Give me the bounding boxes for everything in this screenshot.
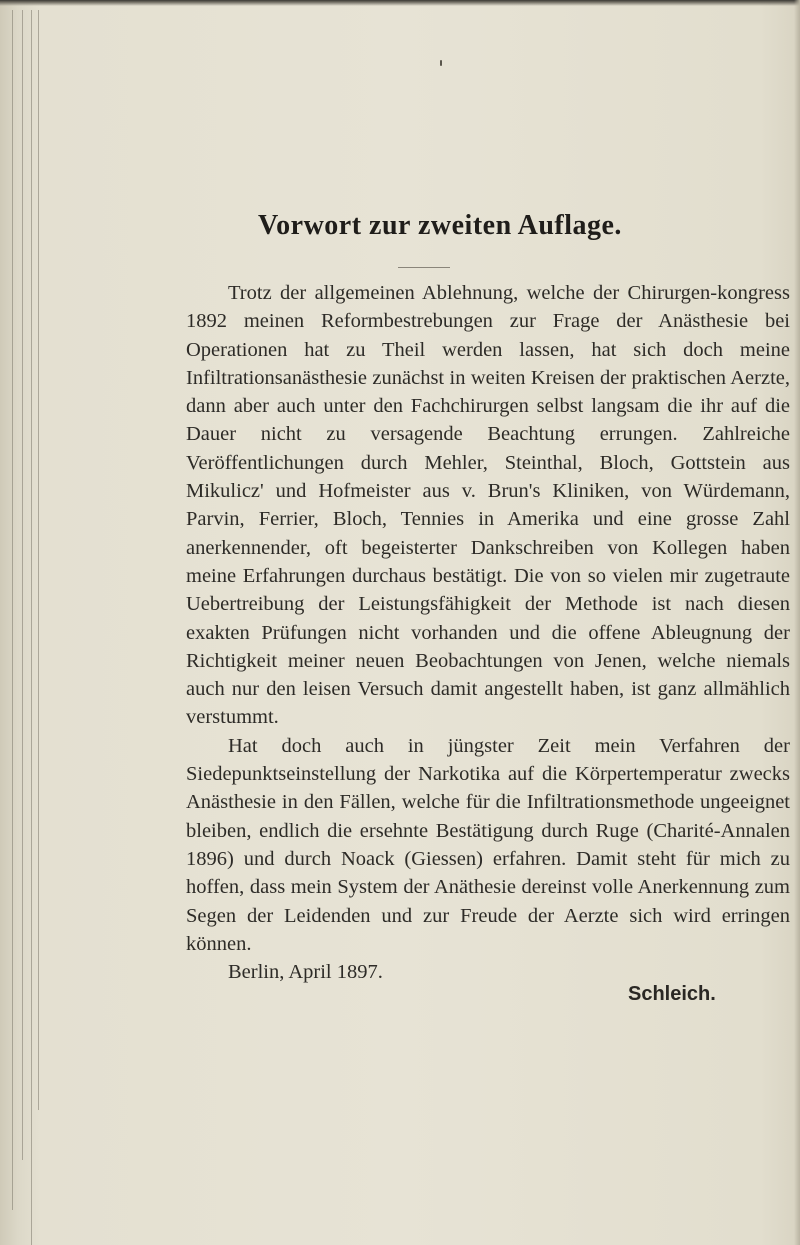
print-speck (440, 60, 442, 66)
gutter-line (12, 10, 13, 1210)
gutter-line (22, 10, 23, 1160)
paragraph: Hat doch auch in jüngster Zeit mein Verfahren der Siedepunktseinstellung der Narkotika auf die Körpertemperatur zwecks Anästhesie in den Fällen, welche für die Infiltrationsmethode ungeeignet bleiben, endlich die ersehnte Bestätigung durch Ruge (Charité-Annalen 1896) und durch Noack (Giessen) erfahren. Damit steht für mich zu hoffen, dass mein System der Anäthesie dereinst volle Anerkennung zum Segen der Leidenden und zur Freude der Aerzte sich wird erringen können. (186, 734, 790, 955)
gutter-line (38, 10, 39, 1110)
title-rule (398, 267, 450, 268)
page-title: Vorwort zur zweiten Auflage. (258, 210, 622, 241)
signature: Schleich. (628, 983, 716, 1005)
place-date: Berlin, April 1897. (228, 961, 383, 983)
body-text (186, 279, 790, 958)
page-top-shadow (0, 0, 800, 6)
gutter-line (31, 10, 32, 1245)
paragraph: Trotz der allgemeinen Ablehnung, welche der Chirurgen-kongress 1892 meinen Reformbestrebungen zur Frage der Anästhesie bei Operationen hat zu Theil werden lassen, hat sich doch meine Infiltrationsanästhesie zunächst in weiten Kreisen der praktischen Aerzte, dann aber auch unter den Fachchirurgen selbst langsam die ihr auf die Dauer nicht zu versagende Beachtung errungen. Zahlreiche Veröffentlichungen durch Mehler, Steinthal, Bloch, Gottstein aus Mikulicz' und Hofmeister aus v. Brun's Kliniken, von Würdemann, Parvin, Ferrier, Bloch, Tennies in Amerika und eine grosse Zahl anerkennender, oft begeisterter Dankschreiben von Kollegen haben meine Erfahrungen durchaus bestätigt. Die von so vielen mir zugetraute Uebertreibung der Leistungsfähigkeit der Methode ist nach diesen exakten Prüfungen nicht vorhanden und die offene Ableugnung der Richtigkeit meiner neuen Beobachtungen von Jenen, welche niemals auch nur den leisen Versuch damit angestellt haben, ist ganz allmählich verstummt. (186, 282, 790, 729)
page-right-edge (794, 0, 800, 1245)
